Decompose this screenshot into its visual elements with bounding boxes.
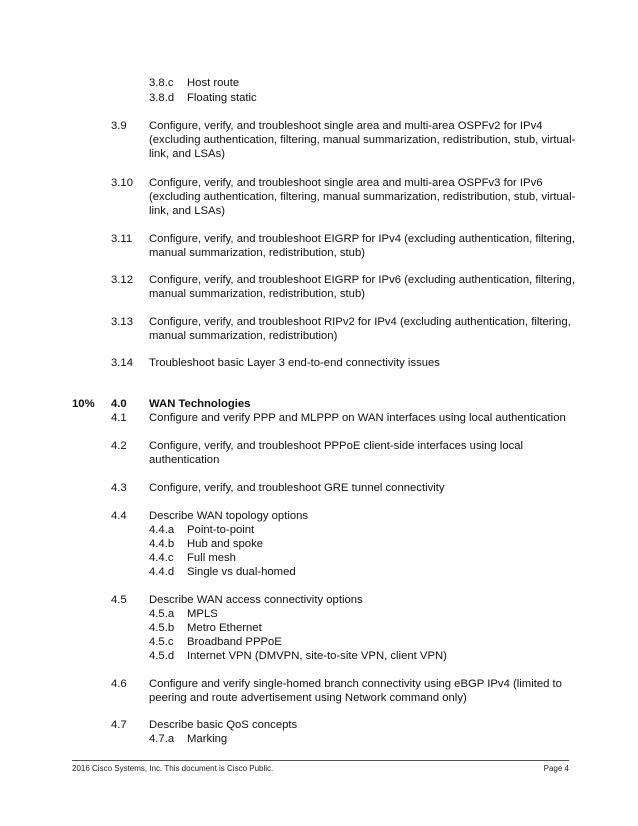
topic-text: Configure, verify, and troubleshoot single area and multi-area OSPFv3 for IPv6 <box>149 177 543 189</box>
topic-text: Full mesh <box>187 552 236 564</box>
topic-text: Configure, verify, and troubleshoot single area and multi-area OSPFv2 for IPv4 <box>149 120 543 132</box>
topic-number: 4.3 <box>111 482 127 494</box>
topic-text: Configure, verify, and troubleshoot EIGRP for IPv6 (excluding authentication, filtering, <box>149 274 575 286</box>
topic-text: manual summarization, redistribution, stub) <box>149 247 365 259</box>
topic-text: manual summarization, redistribution) <box>149 330 338 342</box>
topic-text: Broadband PPPoE <box>187 636 282 648</box>
topic-text: Describe WAN topology options <box>149 510 309 522</box>
topic-text: Floating static <box>187 92 257 104</box>
topic-number: 4.4 <box>111 510 127 522</box>
topic-number: 4.4.d <box>149 566 175 578</box>
topic-number: 4.4.c <box>149 552 174 564</box>
topic-number: 4.5 <box>111 594 127 606</box>
topic-text: peering and route advertisement using Network command only) <box>149 692 467 704</box>
topic-text: Configure, verify, and troubleshoot GRE tunnel connectivity <box>149 482 445 494</box>
topic-number: 4.5.c <box>149 636 174 648</box>
topic-text: Configure and verify PPP and MLPPP on WAN interfaces using local authentication <box>149 412 566 424</box>
topic-number: 3.9 <box>111 120 127 132</box>
topic-number: 4.2 <box>111 440 127 452</box>
topic-text: MPLS <box>187 608 218 620</box>
topic-number: 4.5.d <box>149 650 175 662</box>
topic-number: 3.12 <box>111 274 133 286</box>
topic-text: Marking <box>187 733 228 745</box>
topic-text: Configure, verify, and troubleshoot RIPv2 for IPv4 (excluding authentication, filtering, <box>149 316 571 328</box>
topic-text: manual summarization, redistribution, stub) <box>149 288 365 300</box>
footer-divider <box>72 760 569 761</box>
section-weight: 10% <box>72 398 95 410</box>
topic-number: 3.13 <box>111 316 133 328</box>
topic-number: 4.7.a <box>149 733 175 745</box>
topic-number: 3.8.d <box>149 92 175 104</box>
topic-text: Troubleshoot basic Layer 3 end-to-end connectivity issues <box>149 357 440 369</box>
topic-number: 4.4.a <box>149 524 175 536</box>
section-title: WAN Technologies <box>149 398 251 410</box>
topic-text: Single vs dual-homed <box>187 566 296 578</box>
topic-number: 4.5.b <box>149 622 175 634</box>
topic-text: Configure and verify single-homed branch connectivity using eBGP IPv4 (limited to <box>149 678 562 690</box>
topic-number: 3.14 <box>111 357 133 369</box>
topic-text: Point-to-point <box>187 524 255 536</box>
topic-number: 3.11 <box>111 233 133 245</box>
topic-number: 3.8.c <box>149 77 174 89</box>
footer-copyright: 2016 Cisco Systems, Inc. This document is Cisco Public. <box>72 764 274 773</box>
topic-text: Metro Ethernet <box>187 622 262 634</box>
topic-text: Describe basic QoS concepts <box>149 719 298 731</box>
topic-number: 4.7 <box>111 719 127 731</box>
topic-number: 4.4.b <box>149 538 175 550</box>
topic-text: authentication <box>149 454 220 466</box>
footer-page-number: Page 4 <box>543 764 569 773</box>
topic-text: Configure, verify, and troubleshoot PPPoE client-side interfaces using local <box>149 440 524 452</box>
topic-text: (excluding authentication, filtering, manual summarization, redistribution, stub, virtual- <box>149 134 576 146</box>
topic-number: 4.6 <box>111 678 127 690</box>
topic-text: Describe WAN access connectivity options <box>149 594 363 606</box>
topic-text: Internet VPN (DMVPN, site-to-site VPN, client VPN) <box>187 650 447 662</box>
topic-text: Configure, verify, and troubleshoot EIGRP for IPv4 (excluding authentication, filtering, <box>149 233 575 245</box>
topic-text: Host route <box>187 77 240 89</box>
topic-text: link, and LSAs) <box>149 148 225 160</box>
topic-number: 4.1 <box>111 412 127 424</box>
topic-text: (excluding authentication, filtering, manual summarization, redistribution, stub, virtual- <box>149 191 576 203</box>
section-number: 4.0 <box>111 398 127 410</box>
topic-text: Hub and spoke <box>187 538 263 550</box>
topic-text: link, and LSAs) <box>149 205 225 217</box>
topic-number: 3.10 <box>111 177 133 189</box>
topic-number: 4.5.a <box>149 608 175 620</box>
